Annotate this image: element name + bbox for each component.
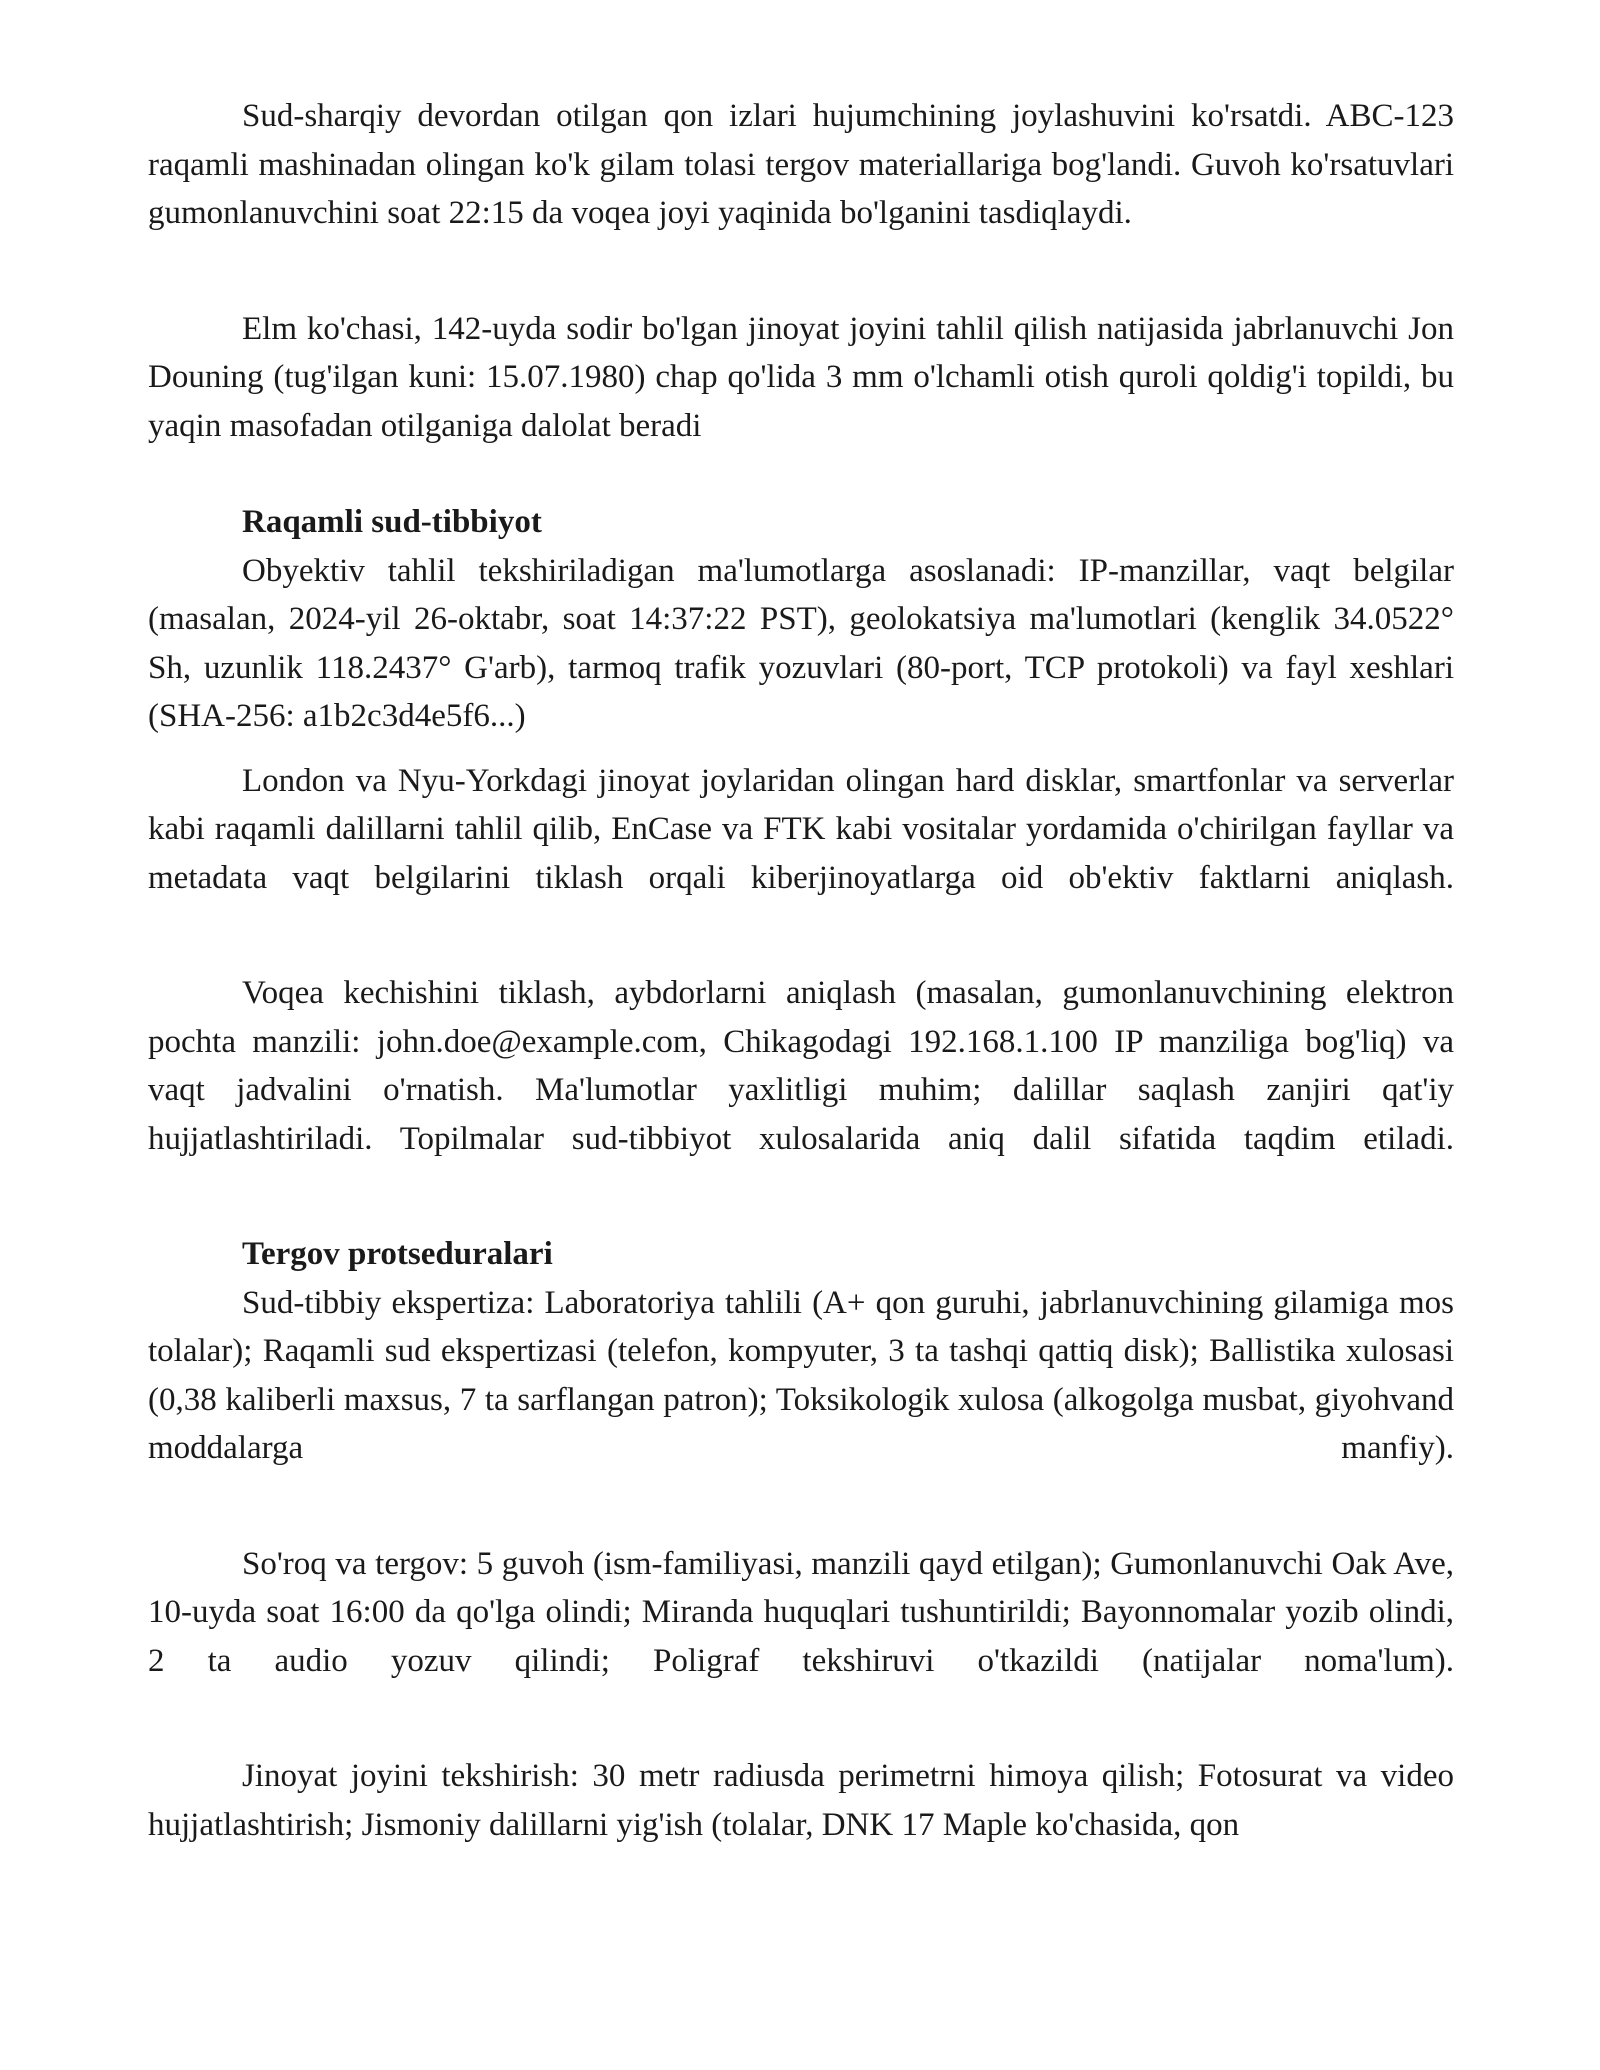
paragraph-crime-scene-analysis: Elm ko'chasi, 142-uyda sodir bo'lgan jinoyat joyini tahlil qilish natijasida jabrlanuvchi Jon Douning (tug'ilgan kuni: 15.07.1980) chap qo'lida 3 mm o'lchamli otish quroli qoldig'i topildi, bu yaqin masofadan otilganiga dalolat beradi xyxy=(148,310,1454,444)
heading-investigation-procedures: Tergov protseduralari xyxy=(242,1236,553,1272)
paragraph-digital-evidence: London va Nyu-Yorkdagi jinoyat joylaridan olingan hard disklar, smartfonlar va serverlar kabi raqamli dalillarni tahlil qilib, EnCase va FTK kabi vositalar yordamida o'chirilgan fayllar va metadata vaqt belgilarini tiklash orqali kiberjinoyatlarga oid ob'ektiv faktlarni aniqlash. xyxy=(148,762,1454,896)
paragraph-interrogation: So'roq va tergov: 5 guvoh (ism-familiyasi, manzili qayd etilgan); Gumonlanuvchi Oak Ave, 10-uyda soat 16:00 da qo'lga olindi; Miranda huquqlari tushuntirildi; Bayonnomalar yozib olindi, 2 ta audio yozuv qilindi; Poligraf tekshiruvi o'tkazildi (natijalar noma'lum). xyxy=(148,1545,1454,1679)
document-page xyxy=(148,92,1454,1849)
heading-digital-forensics: Raqamli sud-tibbiyot xyxy=(242,504,542,540)
paragraph-blood-evidence: Sud-sharqiy devordan otilgan qon izlari hujumchining joylashuvini ko'rsatdi. ABC-123 raqamli mashinadan olingan ko'k gilam tolasi tergov materiallariga bog'landi. Guvoh ko'rsatuvlari gumonlanuvchini soat 22:15 da voqea joyi yaqinida bo'lganini tasdiqlaydi. xyxy=(148,98,1454,231)
paragraph-objective-analysis: Obyektiv tahlil tekshiriladigan ma'lumotlarga asoslanadi: IP-manzillar, vaqt belgilar (masalan, 2024-yil 26-oktabr, soat 14:37:22 PST), geolokatsiya ma'lumotlari (kenglik 34.0522° Sh, uzunlik 118.2437° G'arb), tarmoq trafik yozuvlari (80-port, TCP protokoli) va fayl xeshlari (SHA-256: a1b2c3d4e5f6...) xyxy=(148,552,1454,734)
paragraph-forensic-expertise: Sud-tibbiy ekspertiza: Laboratoriya tahlili (A+ qon guruhi, jabrlanuvchining gilamiga mos tolalar); Raqamli sud ekspertizasi (telefon, kompyuter, 3 ta tashqi qattiq disk); Ballistika xulosasi (0,38 kaliberli maxsus, 7 ta sarflangan patron); Toksikologik xulosa (alkogolga musbat, giyohvand moddalarga manfiy). xyxy=(148,1284,1454,1466)
paragraph-scene-inspection: Jinoyat joyini tekshirish: 30 metr radiusda perimetrni himoya qilish; Fotosurat va video hujjatlashtirish; Jismoniy dalillarni yig'ish (tolalar, DNK 17 Maple ko'chasida, qon xyxy=(148,1758,1454,1843)
paragraph-event-reconstruction: Voqea kechishini tiklash, aybdorlarni aniqlash (masalan, gumonlanuvchining elektron pochta manzili: john.doe@example.com, Chikagodagi 192.168.1.100 IP manziliga bog'liq) va vaqt jadvalini o'rnatish. Ma'lumotlar yaxlitligi muhim; dalillar saqlash zanjiri qat'iy hujjatlashtiriladi. Topilmalar sud-tibbiyot xulosalarida aniq dalil sifatida taqdim etiladi. xyxy=(148,975,1454,1157)
